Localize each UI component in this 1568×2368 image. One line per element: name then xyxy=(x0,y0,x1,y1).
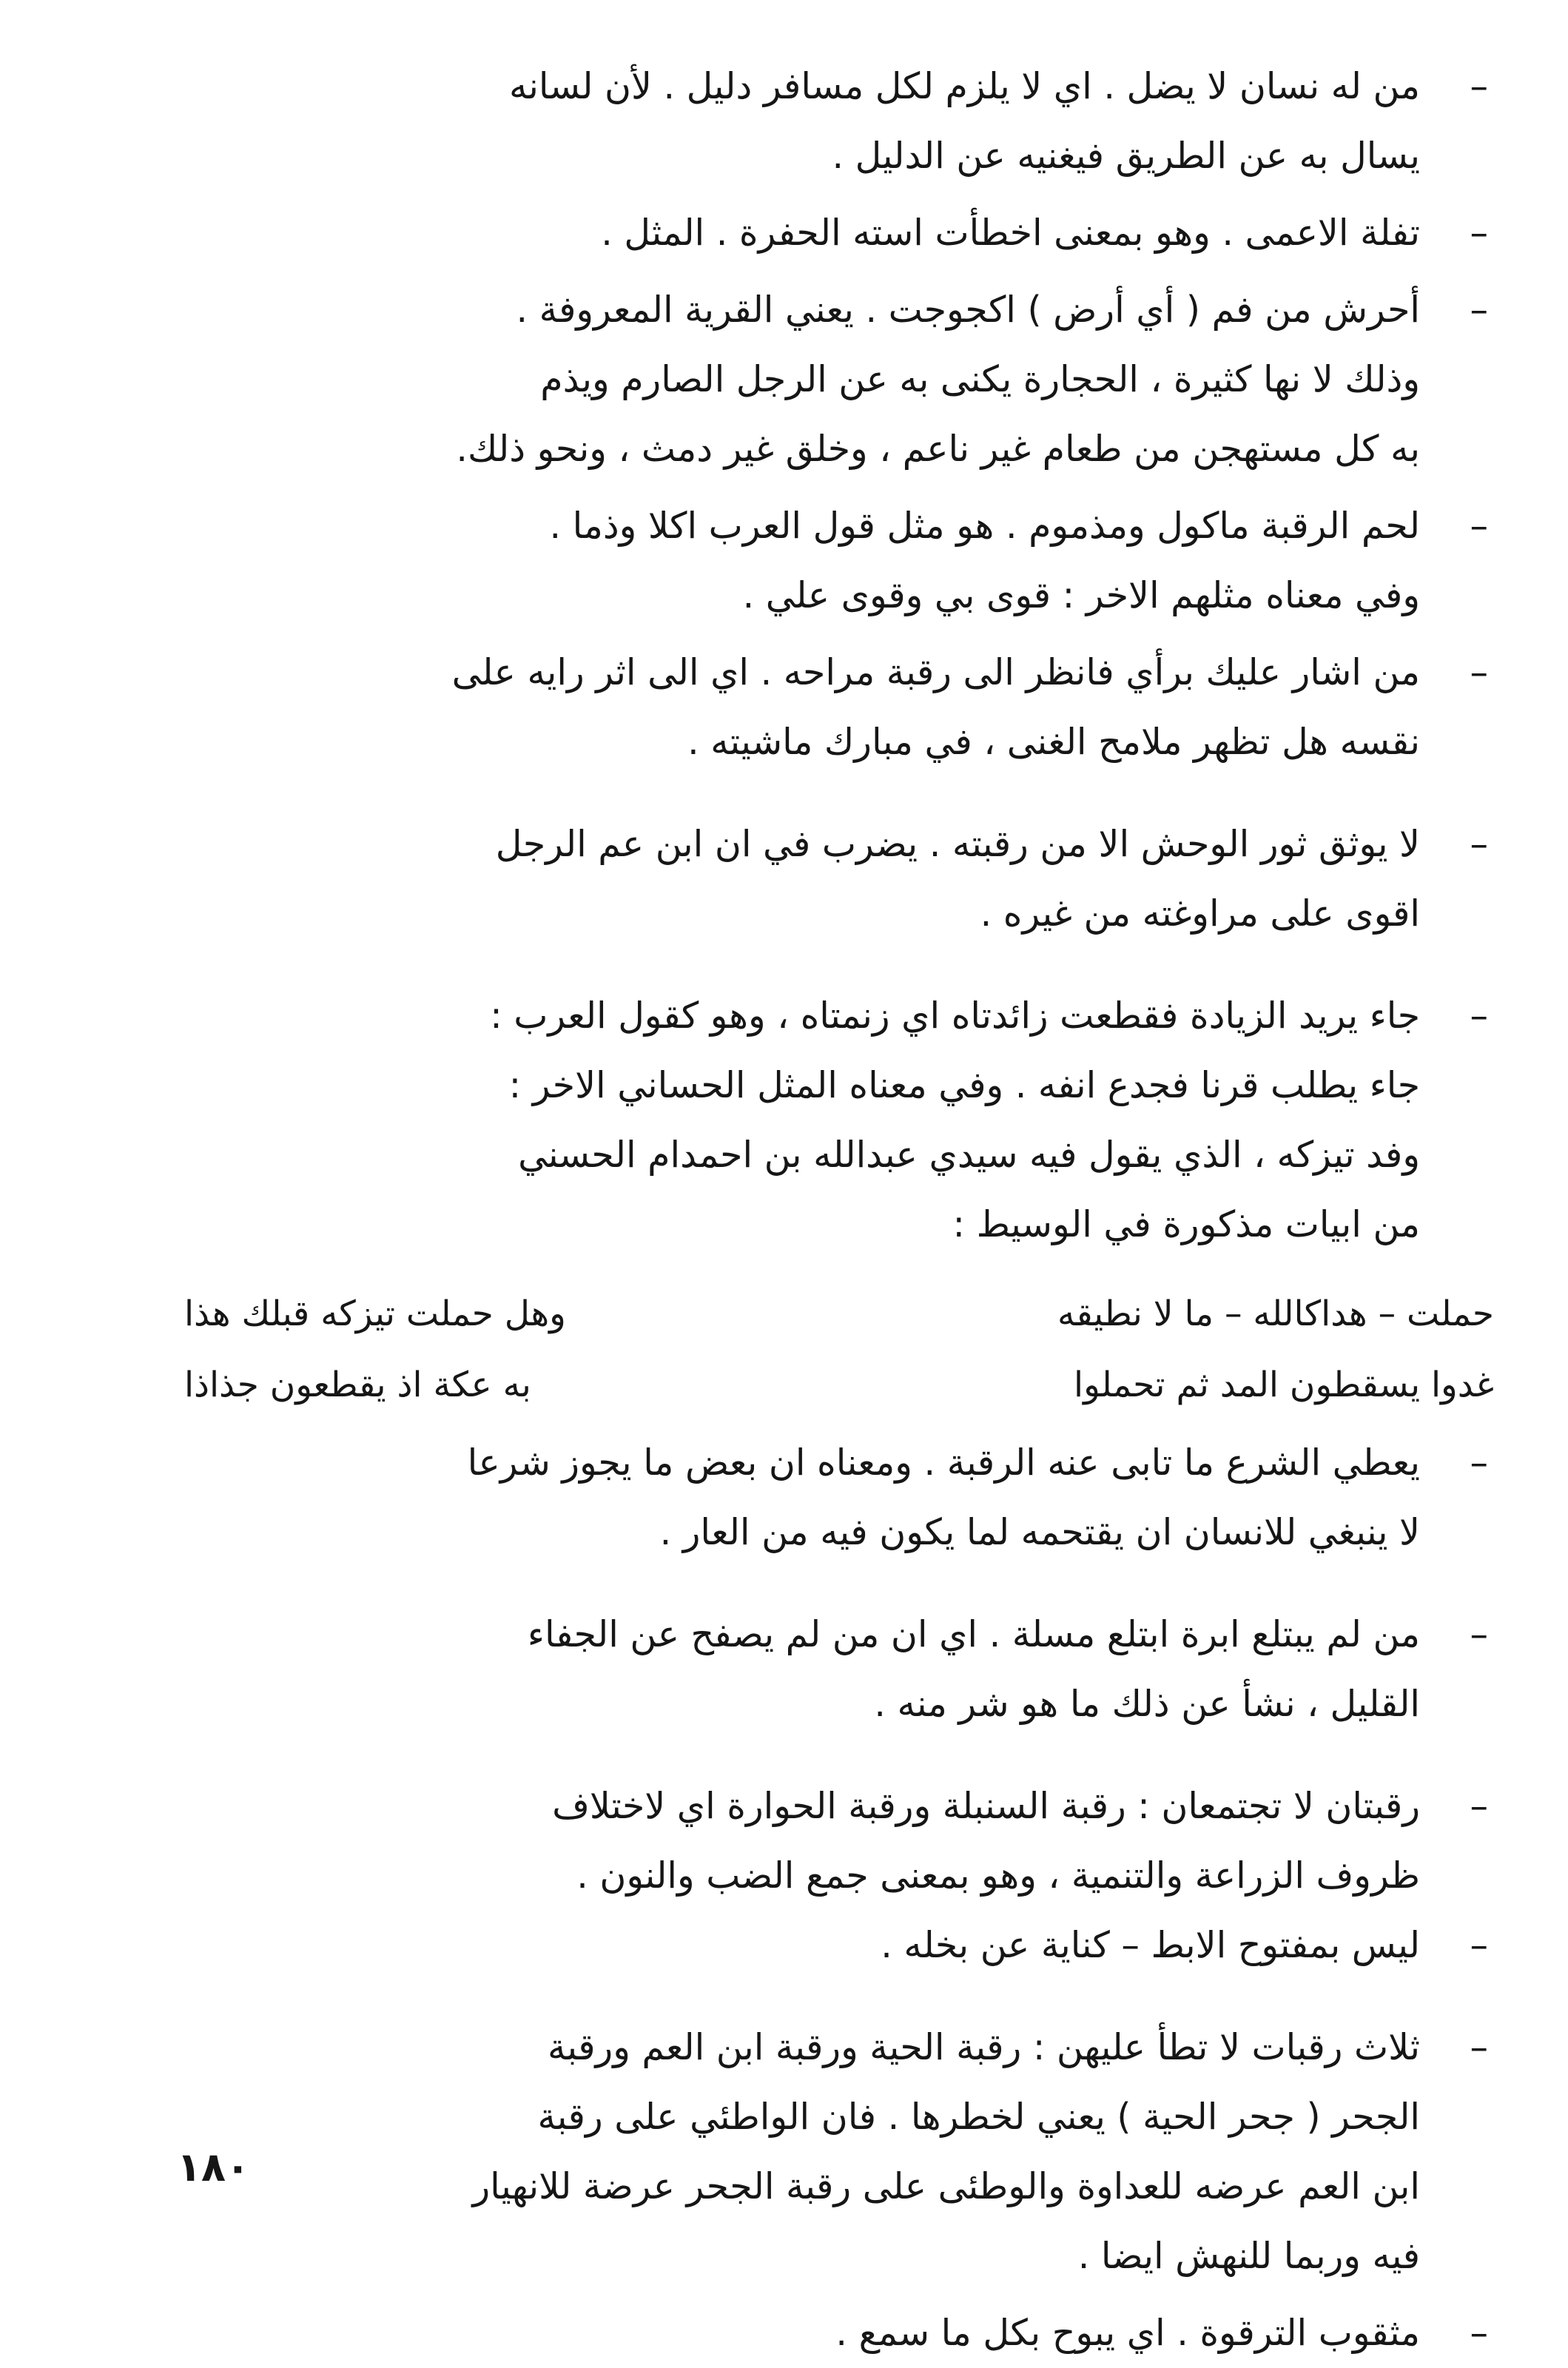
proverb-entry xyxy=(125,2013,1494,2291)
entry-line: الجحر ( جحر الحية ) يعني لخطرها . فان الواطئي على رقبة xyxy=(537,2096,1420,2138)
proverb-entry xyxy=(125,1911,1494,1980)
poem-hemistich-second: به عكة اذ يقطعون جذاذا xyxy=(184,1365,531,1405)
proverb-entry xyxy=(125,638,1494,777)
entry-dash: – xyxy=(1470,995,1488,1037)
entry-line: لحم الرقبة ماكول ومذموم . هو مثل قول العرب اكلا وذما . xyxy=(549,505,1420,547)
entry-line: نقسه هل تظهر ملامح الغنى ، في مبارك ماشيته . xyxy=(687,721,1420,763)
entry-line: مثقوب الترقوة . اي يبوح بكل ما سمع . xyxy=(835,2312,1420,2354)
proverb-entry xyxy=(125,810,1494,949)
entry-line: ظروف الزراعة والتنمية ، وهو بمعنى جمع الضب والنون . xyxy=(576,1854,1420,1897)
entry-dash: – xyxy=(1470,212,1488,254)
entry-dash: – xyxy=(1470,651,1488,693)
entry-line: القليل ، نشأ عن ذلك ما هو شر منه . xyxy=(874,1683,1420,1725)
poem-hemistich-first: غدوا يسقطون المد ثم تحملوا xyxy=(1074,1365,1494,1405)
entry-line: فيه وربما للنهش ايضا . xyxy=(1077,2235,1420,2277)
book-page xyxy=(125,52,1494,2354)
entry-line: تفلة الاعمى . وهو بمعنى اخطأت استه الحفرة . المثل . xyxy=(601,212,1420,254)
entry-line: به كل مستهجن من طعام غير ناعم ، وخلق غير دمث ، ونحو ذلك. xyxy=(456,428,1420,470)
entry-line: ليس بمفتوح الابط – كناية عن بخله . xyxy=(881,1924,1420,1966)
proverb-entry xyxy=(125,1428,1494,1567)
proverb-entry xyxy=(125,981,1494,1259)
entry-line: ثلاث رقبات لا تطأ عليهن : رقبة الحية ورقبة ابن العم ورقبة xyxy=(548,2026,1420,2068)
poem-hemistich-second: وهل حملت تيزكه قبلك هذا xyxy=(184,1294,566,1334)
proverb-entry xyxy=(125,198,1494,268)
entry-line: جاء يريد الزيادة فقطعت زائدتاه اي زنمتاه ، وهو كقول العرب : xyxy=(490,995,1420,1037)
proverb-entry xyxy=(125,1772,1494,1911)
entry-line: جاء يطلب قرنا فجدع انفه . وفي معناه المثل الحساني الاخر : xyxy=(508,1064,1420,1106)
entry-dash: – xyxy=(1470,2026,1488,2068)
entry-line: وفي معناه مثلهم الاخر : قوى بي وقوى علي . xyxy=(742,574,1420,616)
entry-dash: – xyxy=(1470,289,1488,331)
proverb-entry xyxy=(125,52,1494,191)
poem-block xyxy=(125,1279,1494,1421)
poem-verse xyxy=(125,1279,1494,1350)
entry-line: من له نسان لا يضل . اي لا يلزم لكل مسافر دليل . لأن لسانه xyxy=(508,65,1420,107)
entry-line: وفد تيزكه ، الذي يقول فيه سيدي عبدالله بن احمدام الحسني xyxy=(518,1134,1420,1176)
proverb-entry xyxy=(125,275,1494,484)
poem-hemistich-first: حملت – هداكالله – ما لا نطيقه xyxy=(1057,1294,1494,1334)
proverb-entry xyxy=(125,491,1494,630)
entry-dash: – xyxy=(1470,1613,1488,1655)
entry-dash: – xyxy=(1470,2312,1488,2354)
entry-line: من اشار عليك برأي فانظر الى رقبة مراحه . اي الى اثر رايه على xyxy=(451,651,1420,693)
entry-line: لا يوثق ثور الوحش الا من رقبته . يضرب في ان ابن عم الرجل xyxy=(495,823,1420,865)
entry-dash: – xyxy=(1470,1442,1488,1484)
entry-line: وذلك لا نها كثيرة ، الحجارة يكنى به عن الرجل الصارم ويذم xyxy=(540,358,1420,400)
proverb-entry xyxy=(125,2298,1494,2368)
entry-line: من لم يبتلع ابرة ابتلع مسلة . اي ان من لم يصفح عن الجفاء xyxy=(527,1613,1420,1655)
entry-dash: – xyxy=(1470,1785,1488,1827)
entry-line: رقبتان لا تجتمعان : رقبة السنبلة ورقبة الحوارة اي لاختلاف xyxy=(552,1785,1420,1827)
entry-dash: – xyxy=(1470,823,1488,865)
entry-dash: – xyxy=(1470,65,1488,107)
entry-line: من ابيات مذكورة في الوسيط : xyxy=(952,1203,1420,1245)
entry-line: يسال به عن الطريق فيغنيه عن الدليل . xyxy=(832,135,1420,177)
entry-line: يعطي الشرع ما تابى عنه الرقبة . ومعناه ان بعض ما يجوز شرعا xyxy=(467,1442,1420,1484)
entry-line: اقوى على مراوغته من غيره . xyxy=(980,892,1420,935)
entry-line: أحرش من فم ( أي أرض ) اكجوجت . يعني القرية المعروفة . xyxy=(516,289,1420,331)
entry-dash: – xyxy=(1470,1924,1488,1966)
entry-dash: – xyxy=(1470,505,1488,547)
proverb-entry xyxy=(125,1600,1494,1739)
entry-line: لا ينبغي للانسان ان يقتحمه لما يكون فيه من العار . xyxy=(659,1511,1420,1553)
page-number: ١٨٠ xyxy=(177,2144,250,2190)
entry-line: ابن العم عرضه للعداوة والوطئى على رقبة الجحر عرضة للانهيار xyxy=(472,2165,1420,2207)
poem-verse xyxy=(125,1350,1494,1421)
